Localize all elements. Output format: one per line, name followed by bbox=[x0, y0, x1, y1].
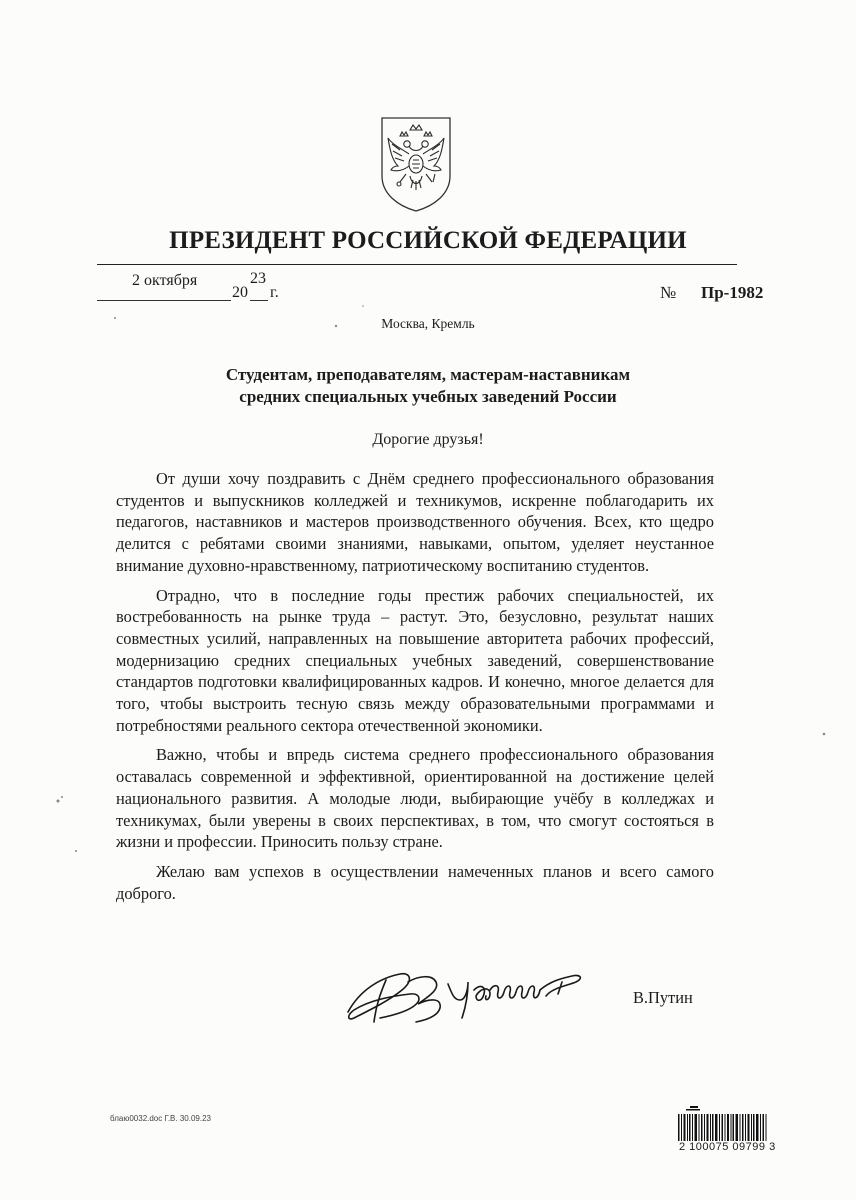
handwritten-signature bbox=[340, 960, 600, 1030]
paragraph-1: От души хочу поздравить с Днём среднего профессионального образования студентов и выпускников колледжей и техникумов, искренне поблагодарить их педагогов, наставников и мастеров производственного обучения. Всех, кто щедро делится с ребятами своими знаниями, навыками, опытом, уделяет неустанное внимание духовно-нравственному, патриотическому воспитанию студентов. bbox=[116, 469, 714, 575]
year-underline bbox=[250, 300, 268, 301]
coat-of-arms-emblem bbox=[376, 114, 456, 214]
document-title: ПРЕЗИДЕНТ РОССИЙСКОЙ ФЕДЕРАЦИИ bbox=[169, 227, 687, 254]
file-reference: блаю0032.doc Г.В. 30.09.23 bbox=[110, 1114, 211, 1123]
paragraph-2: Отрадно, что в последние годы престиж рабочих специальностей, их востребованность на рынке труда – растут. Это, безусловно, результат наших совместных усилий, направленных на повышение авторитета рабочих профессий, модернизацию средних специальных учебных заведений, совершенствование стандартов подготовки квалифицированных кадров. И конечно, многое делается для того, чтобы выстроить тесную связь между образовательными программами и потребностями реального сектора отечественной экономики. bbox=[116, 585, 714, 735]
date-underline bbox=[97, 300, 231, 301]
paragraph-4: Желаю вам успехов в осуществлении намеченных планов и всего самого доброго. bbox=[116, 861, 714, 903]
barcode-number: 2 100075 09799 3 bbox=[679, 1141, 776, 1153]
addressee bbox=[0, 364, 856, 408]
letter-body bbox=[116, 468, 714, 912]
addressee-line-1: Студентам, преподавателям, мастерам-наставникам bbox=[225, 365, 631, 384]
date-year-abbr: г. bbox=[270, 284, 279, 301]
place-of-issue: Москва, Кремль bbox=[381, 316, 475, 331]
signer-name: В.Путин bbox=[633, 988, 693, 1007]
addressee-line-2: средних специальных учебных заведений России bbox=[239, 387, 617, 406]
title-rule bbox=[97, 264, 737, 265]
greeting: Дорогие друзья! bbox=[372, 431, 484, 448]
document-number: Пр-1982 bbox=[701, 283, 764, 302]
date-day-month: 2 октября bbox=[132, 272, 198, 289]
date-year-prefix: 20 bbox=[232, 284, 248, 301]
date-year-suffix: 23 bbox=[250, 270, 266, 287]
number-sign: № bbox=[660, 283, 677, 302]
paragraph-3: Важно, чтобы и впредь система среднего профессионального образования оставалась современной и эффективной, ориентированной на достижение целей национального развития. А молодые люди, выбирающие учёбу в колледжах и техникумах, были уверены в своих перспективах, в том, что смогут состояться в жизни и профессии. Приносить пользу стране. bbox=[116, 745, 714, 852]
